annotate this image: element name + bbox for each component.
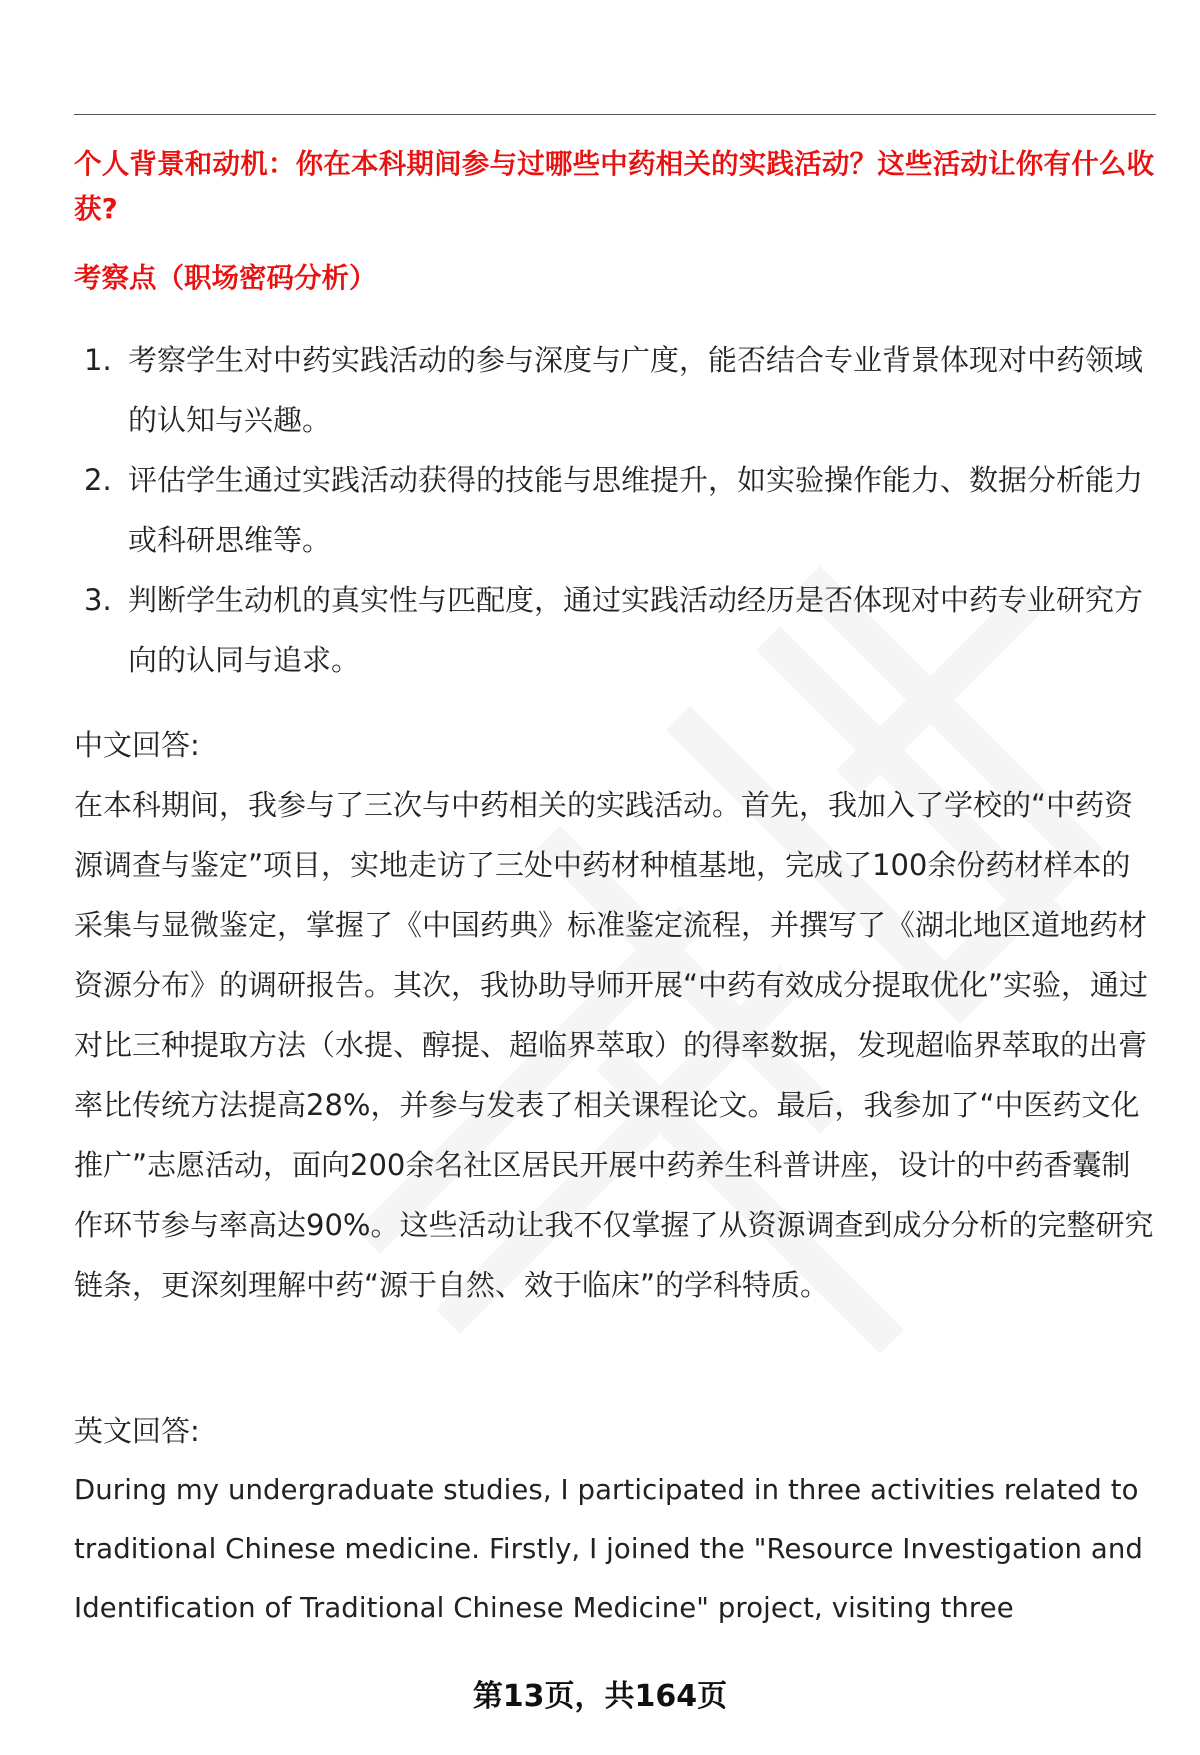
analysis-points-list: [74, 330, 1164, 690]
list-item-text: 考察学生对中药实践活动的参与深度与广度，能否结合专业背景体现对中药领域的认知与兴趣。: [128, 343, 1144, 437]
list-number: 2.: [84, 463, 112, 497]
list-item: [74, 450, 1164, 570]
analysis-heading: 考察点（职场密码分析）: [74, 262, 377, 294]
list-item-text: 评估学生通过实践活动获得的技能与思维提升，如实验操作能力、数据分析能力或科研思维等。: [128, 463, 1144, 557]
english-answer-text: During my undergraduate studies, I participated in three activities related to traditional Chinese medicine. Firstly, I joined the "Resource Investigation and Identification of Traditional Chinese Medicine" project, visiting three: [74, 1474, 1143, 1624]
question-title: 个人背景和动机：你在本科期间参与过哪些中药相关的实践活动？这些活动让你有什么收获?: [74, 148, 1155, 225]
english-answer-label: 英文回答:: [74, 1414, 200, 1448]
list-number: 3.: [84, 583, 112, 617]
page-number-footer: 第13页，共164页: [472, 1679, 728, 1714]
list-number: 1.: [84, 343, 112, 377]
chinese-answer-label: 中文回答:: [74, 728, 200, 762]
chinese-answer-text: 在本科期间，我参与了三次与中药相关的实践活动。首先，我加入了学校的“中药资源调查与鉴定”项目，实地走访了三处中药材种植基地，完成了100余份药材样本的采集与显微鉴定，掌握了《中国药典》标准鉴定流程，并撰写了《湖北地区道地药材资源分布》的调研报告。其次，我协助导师开展“中药有效成分提取优化”实验，通过对比三种提取方法（水提、醇提、超临界萃取）的得率数据，发现超临界萃取的出膏率比传统方法提高28%，并参与发表了相关课程论文。最后，我参加了“中医药文化推广”志愿活动，面向200余名社区居民开展中药养生科普讲座，设计的中药香囊制作环节参与率高达90%。这些活动让我不仅掌握了从资源调查到成分分析的完整研究链条，更深刻理解中药“源于自然、效于临床”的学科特质。: [74, 788, 1154, 1302]
list-item: [74, 570, 1164, 690]
list-item-text: 判断学生动机的真实性与匹配度，通过实践活动经历是否体现对中药专业研究方向的认同与追求。: [128, 583, 1144, 677]
header-rule: [74, 114, 1156, 115]
list-item: [74, 330, 1164, 450]
